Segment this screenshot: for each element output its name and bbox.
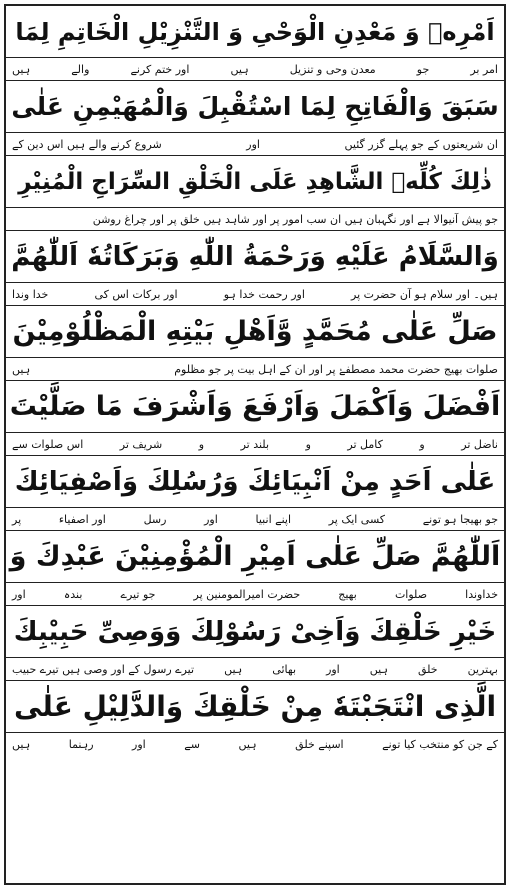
translation-word: اور ختم کرنے [130, 62, 190, 76]
translation-word: اور اصفیاء [58, 512, 106, 526]
translation-word: جو پیش آنیوالا ہے اور نگہبان ہیں ان سب امور پر اور شاہد ہیں خلق پر اور چراغ روشن [92, 212, 498, 226]
line-6 [6, 381, 504, 456]
translation-word: امر بر [470, 62, 498, 76]
translation-word: شروع کرنے والے ہیں اس دین کے [12, 137, 162, 151]
translation-word: جو [416, 62, 430, 76]
translation-word: اپنے انبیا [255, 512, 292, 526]
translation-word: کسی ایک پر [328, 512, 386, 526]
translation-word: صلوات بھیج حضرت محمد مصطفےٰ پر اور ان کے اہل بیت پر جو مظلوم [174, 362, 498, 376]
translation-word: صلوات [394, 587, 428, 601]
translation-word: جو تیرے [120, 587, 156, 601]
translation-word: والے [71, 62, 90, 76]
translation-word: بلند تر [240, 437, 270, 451]
translation-word: اس صلوات سے [12, 437, 84, 451]
translation-word: رہنما [68, 738, 94, 751]
translation-word: اور [12, 587, 26, 601]
translation-word: ان شریعتوں کے جو پہلے گزر گئیں [344, 137, 498, 151]
translation-word: اور [246, 137, 260, 151]
arabic-text-line: اَللّٰهُمَّ صَلِّ عَلٰی اَمِیْرِ الْمُؤْمِنِیْنَ عَبْدِكَ وَ [9, 541, 501, 572]
line-7 [6, 456, 504, 531]
translation-word: اور [204, 512, 218, 526]
arabic-text-line: وَالسَّلَامُ عَلَیْهِ وَرَحْمَةُ اللّٰهِ وَبَرَكَاتُهٗ اَللّٰهُمَّ [11, 241, 499, 272]
translation-word: و [419, 437, 425, 451]
translation-word: پر [12, 512, 22, 526]
translation-word: ہیں [12, 362, 31, 376]
document-page [4, 4, 506, 885]
line-4 [6, 231, 504, 306]
translation-word: کے جن کو منتخب کیا تونے [382, 738, 498, 751]
arabic-text-line: ذٰلِكَ كُلِّهٖ الشَّاهِدِ عَلَی الْخَلْقِ السِّرَاجِ الْمُنِیْرِ [18, 168, 492, 195]
arabic-text-line: اَمْرِهٖ وَ مَعْدِنِ الْوَحْیِ وَ التَّنْزِیْلِ الْخَاتِمِ لِمَا [15, 17, 495, 46]
translation-word: اسپنے خلق [295, 738, 344, 751]
translation-word: خداوندا [465, 587, 498, 601]
translation-word: جو بھیجا ہو تونے [422, 512, 498, 526]
arabic-text-line: عَلٰی اَحَدٍ مِنْ اَنْبِیَائِكَ وَرُسُلِكَ وَاَصْفِیَائِكَ [14, 466, 496, 497]
translation-word: بہترین [467, 662, 498, 676]
translation-line [6, 507, 504, 531]
translation-word: کامل تر [347, 437, 383, 451]
translation-word: اور [326, 662, 340, 676]
arabic-text-line: سَبَقَ وَالْفَاتِحِ لِمَا اسْتُقْبِلَ وَالْمُهَیْمِنِ عَلٰی [11, 92, 499, 121]
translation-word: ہیں [12, 62, 31, 76]
line-3 [6, 156, 504, 231]
translation-word: ناضل تر [461, 437, 498, 451]
translation-word: و [305, 437, 311, 451]
translation-word: خلق [417, 662, 438, 676]
translation-line [6, 732, 504, 756]
translation-word: ہیں [369, 662, 388, 676]
translation-word: اور رحمت خدا ہو [223, 287, 305, 301]
translation-word: ہیں [12, 738, 31, 751]
arabic-text-line: خَیْرِ خَلْقِكَ وَاَخِیْ رَسُوْلِكَ وَوَصِیِّ حَبِیْبِكَ [13, 616, 497, 647]
translation-line [6, 657, 504, 681]
translation-word: حضرت امیرالمومنین پر [193, 587, 301, 601]
translation-word: سے [184, 738, 200, 751]
translation-word: بھیج [338, 587, 357, 601]
translation-word: تیرے رسول کے اور وصی ہیں تیرے حبیب [12, 662, 195, 676]
translation-word: و [198, 437, 205, 451]
arabic-text-line: صَلِّ عَلٰی مُحَمَّدٍ وَّاَهْلِ بَیْتِهِ الْمَظْلُوْمِیْنَ [12, 316, 498, 347]
translation-line [6, 57, 504, 81]
translation-word: ہیں [238, 738, 257, 751]
translation-word: ہیں۔ اور سلام ہو آن حضرت پر [351, 287, 498, 301]
line-9 [6, 606, 504, 681]
translation-line [6, 357, 504, 381]
line-5 [6, 306, 504, 381]
line-10 [6, 681, 504, 756]
line-1 [6, 6, 504, 81]
translation-line [6, 582, 504, 606]
translation-word: شریف تر [119, 437, 163, 451]
arabic-text-line: اَفْضَلَ وَاَكْمَلَ وَاَرْفَعَ وَاَشْرَفَ مَا صَلَّیْتَ [9, 391, 501, 422]
translation-word: اور برکات اس کی [94, 287, 178, 301]
arabic-text-line: الَّذِی انْتَجَبْتَهٗ مِنْ خَلْقِكَ وَالدَّلِیْلِ عَلٰی [13, 690, 497, 723]
translation-line [6, 132, 504, 156]
line-8 [6, 531, 504, 606]
translation-word: ہیں [230, 62, 249, 76]
translation-word: بندہ [63, 587, 83, 601]
translation-word: بھائی [272, 662, 297, 676]
translation-word: اور [132, 738, 146, 751]
translation-word: معدن وحی و تنزیل [289, 62, 376, 76]
translation-line [6, 282, 504, 306]
line-2 [6, 81, 504, 156]
translation-line [6, 432, 504, 456]
translation-word: خدا وندا [12, 287, 49, 301]
translation-word: رسل [143, 512, 167, 526]
translation-word: ہیں [224, 662, 243, 676]
translation-line [6, 207, 504, 231]
